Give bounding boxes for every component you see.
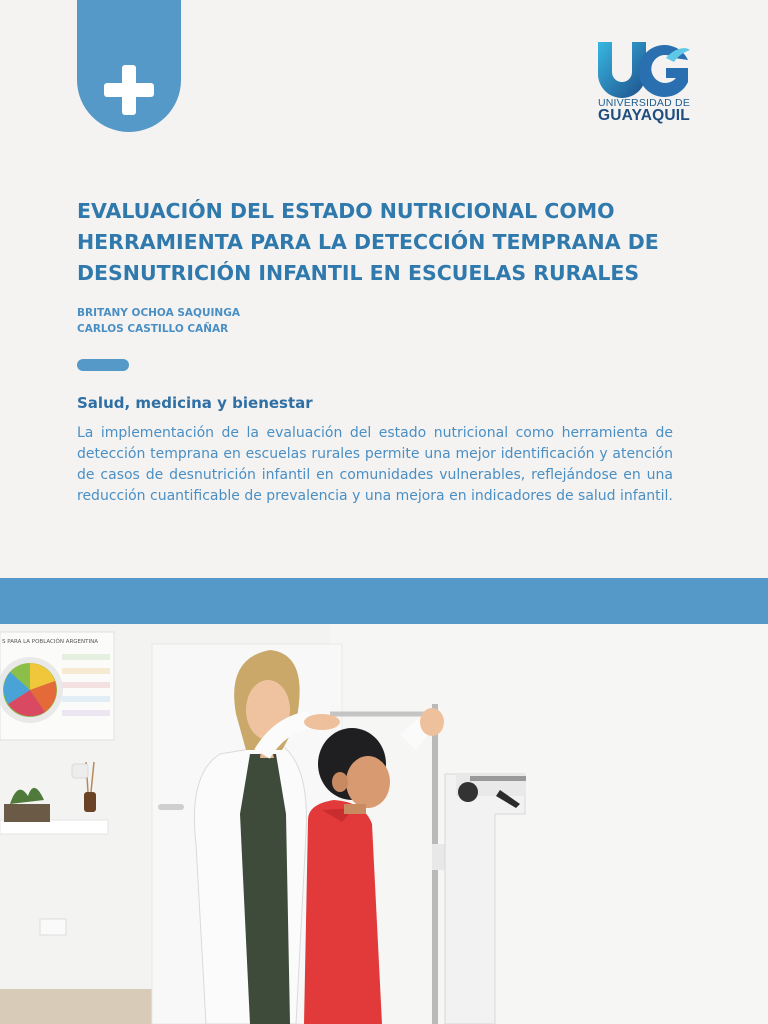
summary-paragraph: La implementación de la evaluación del estado nutricional como herramienta de detección temprana en escuelas rurales permite una mejor identificación y atención de casos de desnutrición infantil en comunidades vulnerables, reflejándose en una reducción cuantificable de prevalencia y una mejora en indicadores de salud infantil. [77, 425, 673, 504]
accent-band [0, 578, 768, 624]
plus-icon-bar [104, 83, 154, 97]
logo-text-line1: UNIVERSIDAD DE [597, 97, 691, 109]
authors [77, 305, 240, 337]
doctor-measuring-child-photo [0, 624, 768, 1024]
poster-text: S PARA LA POBLACIÓN ARGENTINA [2, 639, 99, 645]
author-2: CARLOS CASTILLO CAÑAR [77, 323, 229, 335]
divider-pill [77, 359, 129, 371]
author-1: BRITANY OCHOA SAQUINGA [77, 307, 240, 319]
category-heading: Salud, medicina y bienestar [77, 394, 313, 412]
university-logo [588, 40, 700, 126]
logo-text-line2: GUAYAQUIL [598, 107, 690, 124]
header-tab [77, 0, 181, 132]
document-title: EVALUACIÓN DEL ESTADO NUTRICIONAL COMO HERRAMIENTA PARA LA DETECCIÓN TEMPRANA DE DESNUTRICIÓN INFANTIL EN ESCUELAS RURALES [77, 199, 659, 285]
ug-logo-mark [596, 40, 692, 98]
